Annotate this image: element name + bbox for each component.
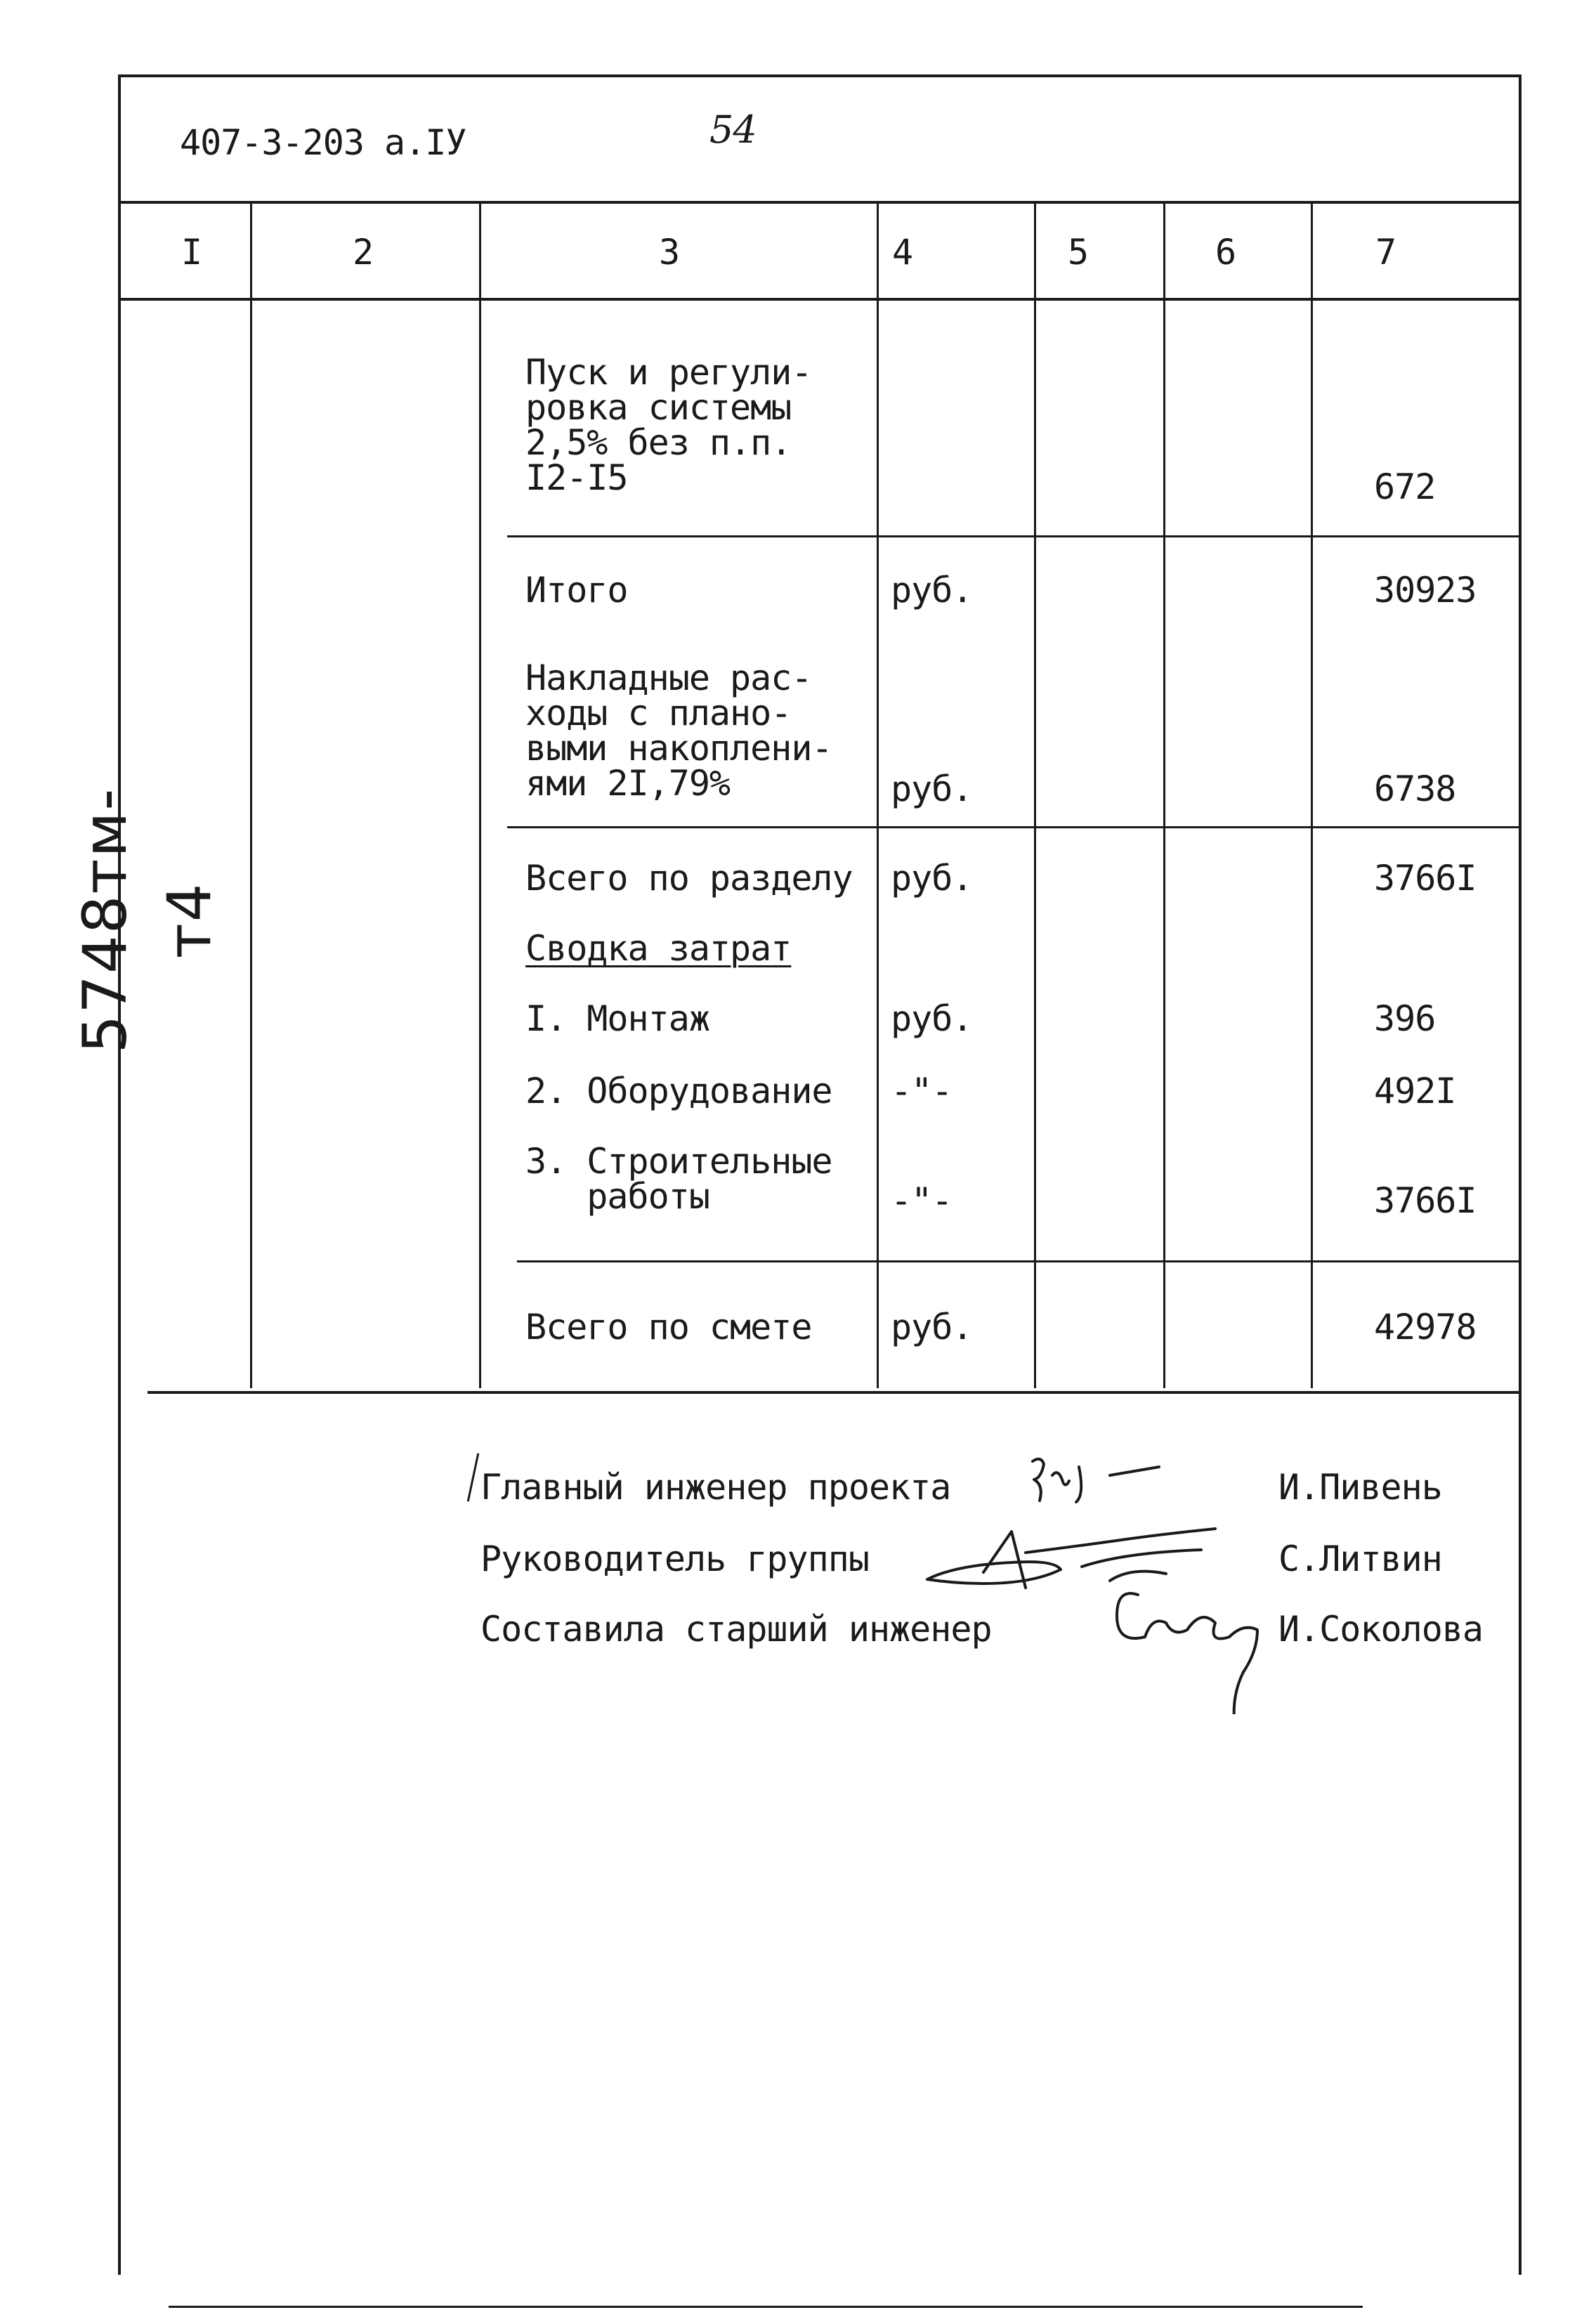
row-description: 2. Оборудование <box>525 1071 832 1111</box>
row-value: 30923 <box>1374 570 1477 611</box>
row-value: 42978 <box>1374 1307 1477 1347</box>
row-unit: руб. <box>891 998 973 1039</box>
signature-name: И.Соколова <box>1278 1609 1484 1650</box>
row-description: Всего по разделу <box>525 858 853 899</box>
column-separator <box>1163 204 1165 1388</box>
column-separator <box>1311 204 1313 1388</box>
row-divider <box>507 535 1521 537</box>
row-value: 672 <box>1374 466 1436 507</box>
handwritten-signatures <box>899 1447 1335 1714</box>
frame-bottom-line <box>169 2306 1363 2308</box>
column-separator <box>1034 204 1036 1388</box>
column-header-1: I <box>181 232 202 273</box>
row-value: 492I <box>1374 1071 1456 1111</box>
row-divider <box>517 1260 1521 1262</box>
row-unit: -"- <box>891 1071 953 1111</box>
row-value: 6738 <box>1374 769 1456 809</box>
row-unit: руб. <box>891 769 973 809</box>
column-header-3: 3 <box>659 232 680 273</box>
column-header-2: 2 <box>353 232 374 273</box>
row-description: Всего по смете <box>525 1307 812 1347</box>
signature-name: С.Литвин <box>1278 1539 1442 1579</box>
row-value: 396 <box>1374 998 1436 1039</box>
column-header-4: 4 <box>892 232 913 273</box>
row-description: Пуск и регули- ровка системы 2,5% без п.п. I2-I5 <box>525 352 812 498</box>
row-description: Итого <box>525 570 628 611</box>
page-number: 54 <box>709 107 757 152</box>
signature-name: И.Пивень <box>1278 1467 1442 1508</box>
row-unit: руб. <box>891 1307 973 1347</box>
row-unit: -"- <box>891 1180 953 1221</box>
side-archive-number: 5748тм-т4 <box>70 787 225 1054</box>
row-description: Накладные рас- ходы с плано- выми накоплени- ями 2I,79% <box>525 658 832 804</box>
frame-left-border <box>118 74 121 2275</box>
column-header-7: 7 <box>1375 232 1396 273</box>
row-unit: руб. <box>891 570 973 611</box>
column-separator <box>877 204 879 1388</box>
row-value: 3766I <box>1374 1180 1477 1221</box>
column-header-5: 5 <box>1068 232 1089 273</box>
row-description: I. Монтаж <box>525 998 709 1039</box>
column-separator <box>250 204 252 1388</box>
document-code: 407-3-203 а.IУ <box>180 122 466 163</box>
margin-tick <box>467 1453 479 1501</box>
table-bottom-rule <box>148 1391 1521 1394</box>
column-separator <box>479 204 481 1388</box>
column-header-6: 6 <box>1215 232 1236 273</box>
summary-heading: Сводка затрат <box>525 928 792 969</box>
row-divider <box>507 826 1521 828</box>
row-value: 3766I <box>1374 858 1477 899</box>
frame-right-border <box>1519 74 1522 2275</box>
signature-role: Составила старший инженер <box>480 1609 992 1650</box>
signature-role: Руководитель группы <box>480 1539 869 1579</box>
signature-role: Главный инженер проекта <box>480 1467 951 1508</box>
row-unit: руб. <box>891 858 973 899</box>
row-description: 3. Строительные работы <box>525 1141 832 1217</box>
frame-top-border <box>118 74 1521 77</box>
